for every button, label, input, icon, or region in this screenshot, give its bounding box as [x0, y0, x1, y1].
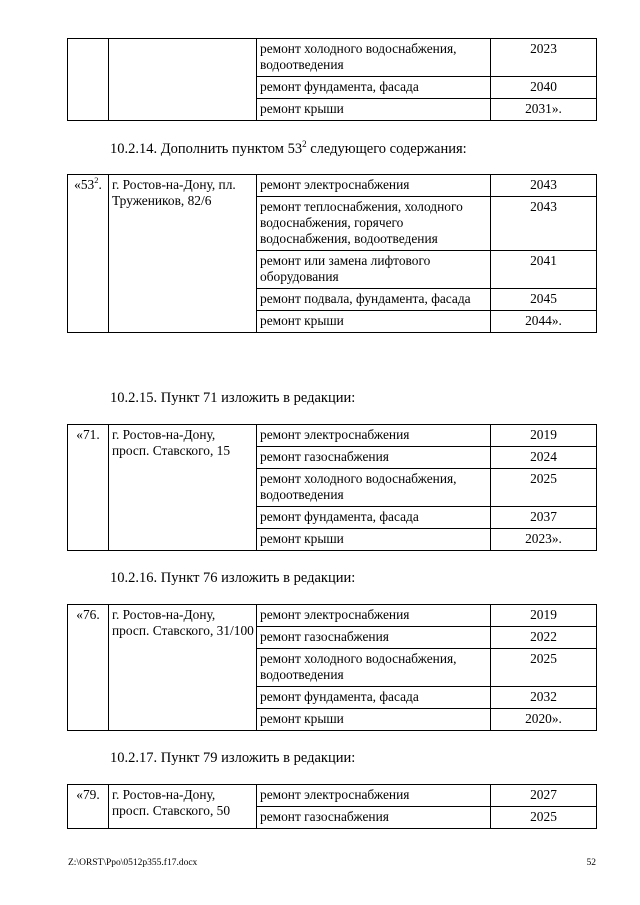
year-cell: 2031». [491, 99, 597, 121]
address-cell: г. Ростов-на-Дону, просп. Ставского, 31/100 [109, 605, 257, 731]
item-number-cell: «$53^2$. [68, 175, 109, 333]
table-item-53-2 [67, 174, 597, 333]
year-cell: 2019 [491, 605, 597, 627]
paragraph-10-2-15: 10.2.15. Пункт 71 изложить в редакции: [110, 390, 356, 406]
item-number-cell: «71. [68, 425, 109, 551]
work-type-cell: ремонт крыши [257, 311, 491, 333]
table-row [68, 605, 597, 627]
year-cell: 2025 [491, 649, 597, 687]
paragraph-10-2-16: 10.2.16. Пункт 76 изложить в редакции: [110, 570, 356, 586]
work-type-cell: ремонт газоснабжения [257, 447, 491, 469]
table-row [68, 39, 597, 77]
work-type-cell: ремонт фундамента, фасада [257, 507, 491, 529]
address-cell: г. Ростов-на-Дону, пл. Тружеников, 82/6 [109, 175, 257, 333]
year-cell: 2045 [491, 289, 597, 311]
table-item-71 [67, 424, 597, 551]
address-cell: г. Ростов-на-Дону, просп. Ставского, 15 [109, 425, 257, 551]
work-type-cell: ремонт теплоснабжения, холодного водоснабжения, горячего водоснабжения, водоотведения [257, 197, 491, 251]
item-number-cell: «79. [68, 785, 109, 829]
footer-page-number: 52 [586, 858, 596, 868]
address-cell [109, 39, 257, 121]
work-type-cell: ремонт крыши [257, 529, 491, 551]
work-type-cell: ремонт электроснабжения [257, 425, 491, 447]
work-type-cell: ремонт крыши [257, 99, 491, 121]
year-cell: 2020». [491, 709, 597, 731]
year-cell: 2022 [491, 627, 597, 649]
superscript: 2 [302, 139, 307, 149]
table-row [68, 175, 597, 197]
year-cell: 2025 [491, 807, 597, 829]
table-item-76 [67, 604, 597, 731]
item-number-cell: «76. [68, 605, 109, 731]
year-cell: 2023». [491, 529, 597, 551]
work-type-cell: ремонт подвала, фундамента, фасада [257, 289, 491, 311]
work-type-cell: ремонт фундамента, фасада [257, 77, 491, 99]
work-type-cell: ремонт электроснабжения [257, 175, 491, 197]
address-cell: г. Ростов-на-Дону, просп. Ставского, 50 [109, 785, 257, 829]
work-type-cell: ремонт или замена лифтового оборудования [257, 251, 491, 289]
year-cell: 2027 [491, 785, 597, 807]
year-cell: 2044». [491, 311, 597, 333]
paragraph-10-2-14: 10.2.14. Дополнить пунктом $53^2$ следующего содержания: [110, 139, 467, 157]
year-cell: 2032 [491, 687, 597, 709]
year-cell: 2040 [491, 77, 597, 99]
work-type-cell: ремонт электроснабжения [257, 785, 491, 807]
year-cell: 2043 [491, 197, 597, 251]
year-cell: 2037 [491, 507, 597, 529]
work-type-cell: ремонт холодного водоснабжения, водоотведения [257, 39, 491, 77]
footer-file-path: Z:\ORST\Ppo\0512p355.f17.docx [68, 858, 198, 868]
year-cell: 2019 [491, 425, 597, 447]
work-type-cell: ремонт фундамента, фасада [257, 687, 491, 709]
year-cell: 2024 [491, 447, 597, 469]
table-continued [67, 38, 597, 121]
year-cell: 2025 [491, 469, 597, 507]
work-type-cell: ремонт холодного водоснабжения, водоотведения [257, 469, 491, 507]
work-type-cell: ремонт газоснабжения [257, 627, 491, 649]
table-row [68, 425, 597, 447]
work-type-cell: ремонт электроснабжения [257, 605, 491, 627]
work-type-cell: ремонт холодного водоснабжения, водоотведения [257, 649, 491, 687]
table-row [68, 785, 597, 807]
work-type-cell: ремонт крыши [257, 709, 491, 731]
year-cell: 2041 [491, 251, 597, 289]
year-cell: 2023 [491, 39, 597, 77]
work-type-cell: ремонт газоснабжения [257, 807, 491, 829]
paragraph-10-2-17: 10.2.17. Пункт 79 изложить в редакции: [110, 750, 356, 766]
year-cell: 2043 [491, 175, 597, 197]
table-item-79 [67, 784, 597, 829]
item-number-cell [68, 39, 109, 121]
